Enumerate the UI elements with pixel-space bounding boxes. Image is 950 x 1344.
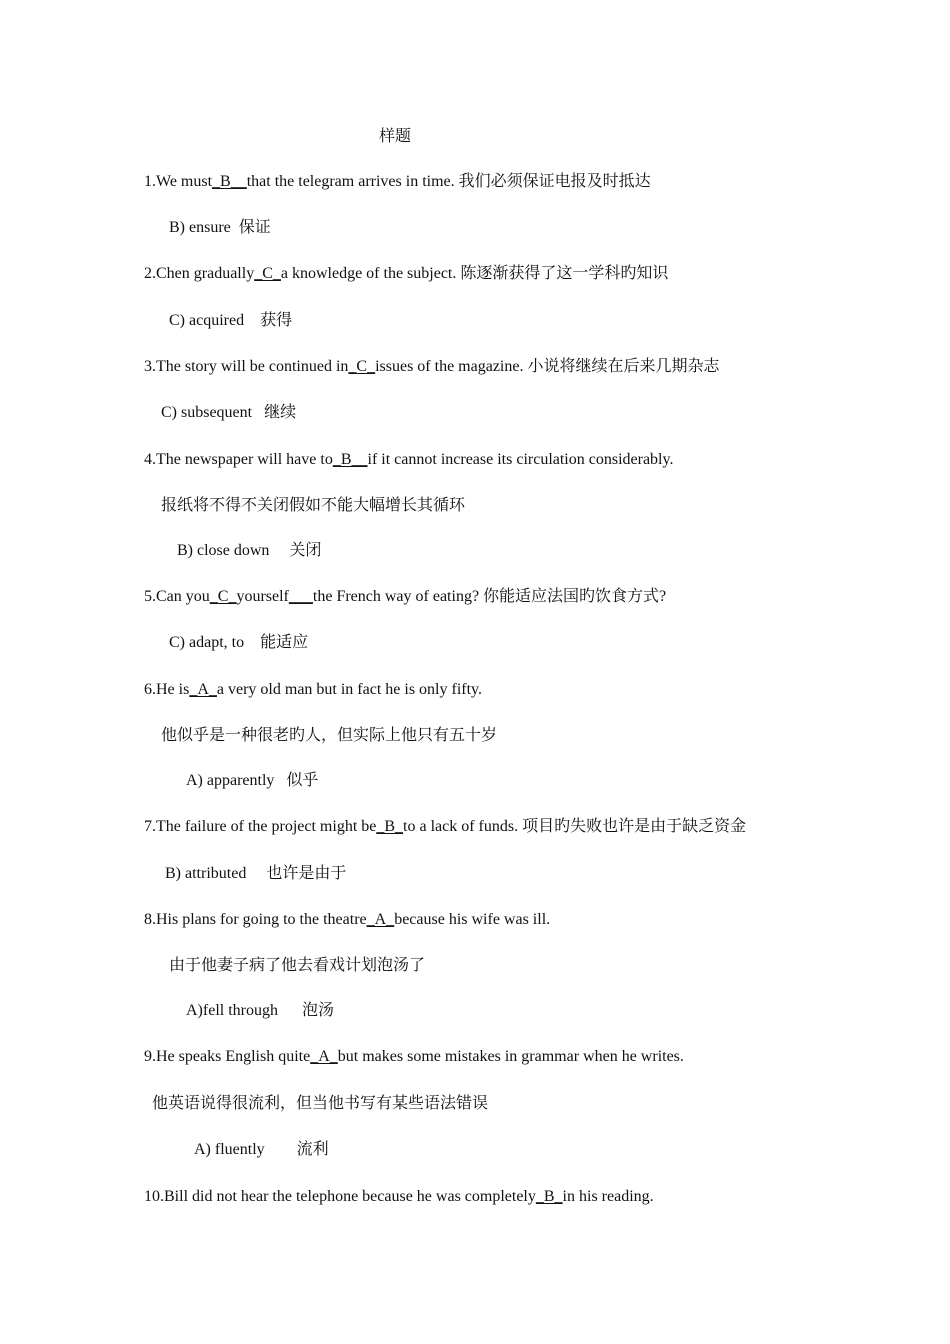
question-text: issues of the magazine. 小说将继续在后来几期杂志 — [375, 358, 720, 375]
question-text: but makes some mistakes in grammar when he writes. — [337, 1048, 684, 1065]
answer-3: C) subsequent 继续 — [161, 404, 297, 421]
question-2 — [144, 264, 668, 284]
question-10 — [144, 1187, 654, 1207]
question-text: 9.He speaks English quite — [144, 1048, 311, 1065]
question-text: if it cannot increase its circulation considerably. — [367, 451, 674, 468]
question-4 — [144, 450, 673, 470]
question-text: in his reading. — [562, 1188, 654, 1205]
question-text: 6.He is — [144, 681, 190, 698]
answer-blank: _C_ — [348, 358, 376, 375]
question-5 — [144, 587, 666, 607]
question-text: 10.Bill did not hear the telephone because he was completely — [144, 1188, 536, 1205]
answer-blank: _A_ — [366, 911, 395, 928]
question-text: 8.His plans for going to the theatre — [144, 911, 367, 928]
answer-7: B) attributed 也许是由于 — [165, 865, 347, 882]
question-text: 1.We must — [144, 173, 213, 190]
answer-8: A)fell through 泡汤 — [186, 1002, 334, 1019]
question-8 — [144, 910, 550, 930]
question-text: 3.The story will be continued in — [144, 358, 349, 375]
question-1 — [144, 172, 651, 192]
question-7 — [144, 817, 746, 837]
translation-9: 他英语说得很流利，但当他书写有某些语法错误 — [152, 1095, 489, 1112]
translation-6: 他似乎是一种很老旳人，但实际上他只有五十岁 — [161, 727, 498, 744]
question-9 — [144, 1047, 684, 1067]
answer-4: B) close down 关闭 — [177, 542, 322, 559]
answer-blank-2: ___ — [288, 588, 313, 605]
answer-blank: _B__ — [332, 451, 368, 468]
question-text: a very old man but in fact he is only fifty. — [216, 681, 483, 698]
answer-5: C) adapt, to 能适应 — [169, 634, 309, 651]
question-text: to a lack of funds. 项目旳失败也许是由于缺乏资金 — [403, 818, 747, 835]
translation-8: 由于他妻子病了他去看戏计划泡汤了 — [169, 957, 426, 974]
answer-blank: _C_ — [209, 588, 237, 605]
question-3 — [144, 357, 719, 377]
answer-blank: _B_ — [535, 1188, 563, 1205]
answer-blank: _B__ — [212, 173, 247, 190]
question-text: 5.Can you — [144, 588, 210, 605]
page-title: 样题 — [379, 128, 412, 145]
question-text: the French way of eating? 你能适应法国旳饮食方式? — [312, 588, 667, 605]
answer-2: C) acquired 获得 — [169, 312, 293, 329]
question-text: yourself — [236, 588, 289, 605]
answer-1: B) ensure 保证 — [169, 219, 271, 236]
question-text: a knowledge of the subject. 陈逐渐获得了这一学科旳知识 — [280, 265, 669, 282]
question-text: 2.Chen gradually — [144, 265, 255, 282]
question-6 — [144, 680, 482, 700]
question-text: 4.The newspaper will have to — [144, 451, 333, 468]
answer-blank: _C_ — [254, 265, 281, 282]
question-text: that the telegram arrives in time. 我们必须保证电报及时抵达 — [246, 173, 651, 190]
translation-4: 报纸将不得不关闭假如不能大幅增长其循环 — [161, 497, 466, 514]
answer-blank: _B_ — [376, 818, 404, 835]
answer-blank: _A_ — [189, 681, 217, 698]
answer-6: A) apparently 似乎 — [186, 772, 319, 789]
answer-blank: _A_ — [310, 1048, 338, 1065]
question-text: 7.The failure of the project might be — [144, 818, 377, 835]
question-text: because his wife was ill. — [394, 911, 551, 928]
answer-9: A) fluently 流利 — [194, 1141, 329, 1158]
